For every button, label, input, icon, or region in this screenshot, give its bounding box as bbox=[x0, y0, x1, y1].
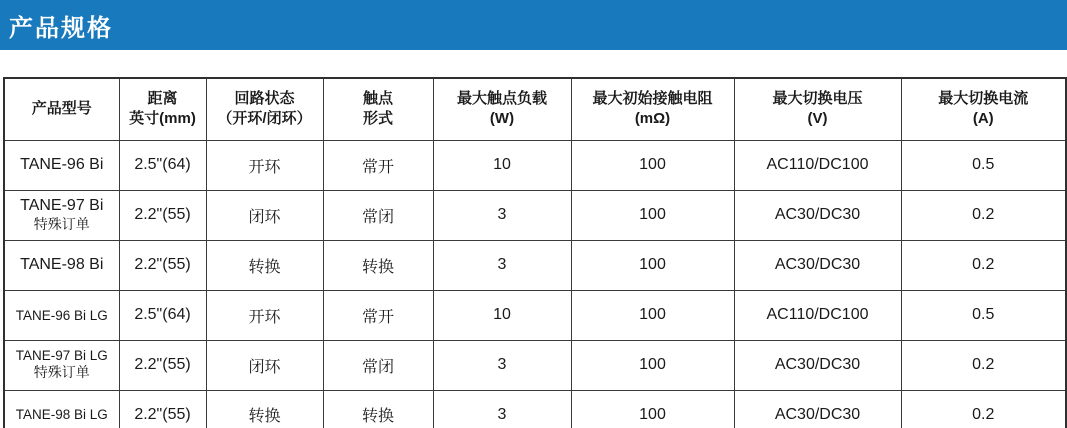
col-header-label: 距离 bbox=[147, 90, 178, 107]
cell-contact-form: 常闭 bbox=[323, 190, 433, 240]
col-header-max-switching-voltage bbox=[734, 78, 901, 140]
page-title: 产品规格 bbox=[9, 14, 113, 42]
col-header-label: 触点 bbox=[362, 90, 393, 107]
cell-max-initial-contact-resistance: 100 bbox=[571, 290, 734, 340]
col-header-label: 最大切换电压 bbox=[772, 90, 863, 107]
model-name: TANE-96 Bi bbox=[20, 156, 104, 173]
model-note: 特殊订单 bbox=[33, 364, 90, 381]
cell-loop-state: 开环 bbox=[206, 140, 323, 190]
cell-distance: 2.2"(55) bbox=[119, 240, 206, 290]
col-header-label: 最大触点负载 bbox=[456, 90, 547, 107]
model-name: TANE-98 Bi bbox=[20, 256, 104, 273]
cell-max-switching-voltage: AC110/DC100 bbox=[734, 140, 901, 190]
col-header-model bbox=[4, 78, 119, 140]
col-header-distance bbox=[119, 78, 206, 140]
cell-distance: 2.2"(55) bbox=[119, 340, 206, 390]
cell-model bbox=[4, 390, 119, 428]
col-header-unit: (V) bbox=[807, 110, 828, 128]
cell-max-switching-voltage: AC30/DC30 bbox=[734, 390, 901, 428]
col-header-unit: (A) bbox=[972, 110, 994, 128]
cell-max-initial-contact-resistance: 100 bbox=[571, 340, 734, 390]
col-header-unit: 形式 bbox=[362, 110, 393, 128]
cell-max-switching-voltage: AC30/DC30 bbox=[734, 190, 901, 240]
col-header-max-contact-load bbox=[433, 78, 571, 140]
table-row bbox=[4, 140, 1066, 190]
cell-max-switching-current: 0.2 bbox=[901, 390, 1066, 428]
model-name: TANE-96 Bi LG bbox=[15, 307, 108, 323]
cell-max-switching-current: 0.2 bbox=[901, 340, 1066, 390]
col-header-unit: 英寸(mm) bbox=[129, 110, 196, 128]
cell-contact-form: 常闭 bbox=[323, 340, 433, 390]
cell-max-contact-load: 3 bbox=[433, 240, 571, 290]
col-header-contact-form bbox=[323, 78, 433, 140]
cell-loop-state: 闭环 bbox=[206, 340, 323, 390]
table-row bbox=[4, 190, 1066, 240]
product-spec-table bbox=[3, 77, 1067, 428]
cell-max-initial-contact-resistance: 100 bbox=[571, 140, 734, 190]
cell-loop-state: 闭环 bbox=[206, 190, 323, 240]
cell-model bbox=[4, 290, 119, 340]
cell-model bbox=[4, 140, 119, 190]
model-name: TANE-98 Bi LG bbox=[15, 407, 108, 423]
col-header-max-switching-current bbox=[901, 78, 1066, 140]
cell-max-contact-load: 10 bbox=[433, 140, 571, 190]
col-header-max-initial-contact-resistance bbox=[571, 78, 734, 140]
cell-contact-form: 转换 bbox=[323, 240, 433, 290]
table-row bbox=[4, 240, 1066, 290]
model-name: TANE-97 Bi bbox=[20, 196, 104, 214]
cell-model bbox=[4, 340, 119, 390]
cell-max-switching-voltage: AC30/DC30 bbox=[734, 240, 901, 290]
cell-loop-state: 转换 bbox=[206, 240, 323, 290]
cell-max-switching-current: 0.5 bbox=[901, 290, 1066, 340]
cell-distance: 2.2"(55) bbox=[119, 190, 206, 240]
cell-max-contact-load: 3 bbox=[433, 190, 571, 240]
col-header-unit: (W) bbox=[489, 110, 515, 128]
col-header-label: 最大切换电流 bbox=[938, 90, 1029, 107]
cell-model bbox=[4, 240, 119, 290]
cell-max-contact-load: 10 bbox=[433, 290, 571, 340]
cell-max-switching-current: 0.2 bbox=[901, 190, 1066, 240]
col-header-unit: (mΩ) bbox=[634, 110, 671, 128]
cell-loop-state: 转换 bbox=[206, 390, 323, 428]
table-header-row bbox=[4, 78, 1066, 140]
col-header-unit: （开环/闭环） bbox=[217, 110, 312, 128]
cell-max-switching-current: 0.2 bbox=[901, 240, 1066, 290]
cell-distance: 2.5"(64) bbox=[119, 140, 206, 190]
col-header-label: 回路状态 bbox=[234, 90, 295, 107]
cell-max-contact-load: 3 bbox=[433, 340, 571, 390]
cell-max-contact-load: 3 bbox=[433, 390, 571, 428]
cell-contact-form: 转换 bbox=[323, 390, 433, 428]
col-header-label: 最大初始接触电阻 bbox=[592, 90, 713, 107]
table-row bbox=[4, 390, 1066, 428]
cell-distance: 2.2"(55) bbox=[119, 390, 206, 428]
col-header-label: 产品型号 bbox=[31, 100, 92, 118]
cell-loop-state: 开环 bbox=[206, 290, 323, 340]
cell-contact-form: 常开 bbox=[323, 140, 433, 190]
table-row bbox=[4, 340, 1066, 390]
model-note: 特殊订单 bbox=[33, 215, 90, 232]
cell-model bbox=[4, 190, 119, 240]
model-name: TANE-97 Bi LG bbox=[15, 348, 108, 364]
cell-max-switching-voltage: AC30/DC30 bbox=[734, 340, 901, 390]
cell-max-initial-contact-resistance: 100 bbox=[571, 240, 734, 290]
cell-contact-form: 常开 bbox=[323, 290, 433, 340]
cell-max-switching-voltage: AC110/DC100 bbox=[734, 290, 901, 340]
cell-max-initial-contact-resistance: 100 bbox=[571, 390, 734, 428]
cell-max-initial-contact-resistance: 100 bbox=[571, 190, 734, 240]
table-row bbox=[4, 290, 1066, 340]
section-title-bar bbox=[0, 0, 1067, 50]
col-header-loop-state bbox=[206, 78, 323, 140]
cell-distance: 2.5"(64) bbox=[119, 290, 206, 340]
cell-max-switching-current: 0.5 bbox=[901, 140, 1066, 190]
